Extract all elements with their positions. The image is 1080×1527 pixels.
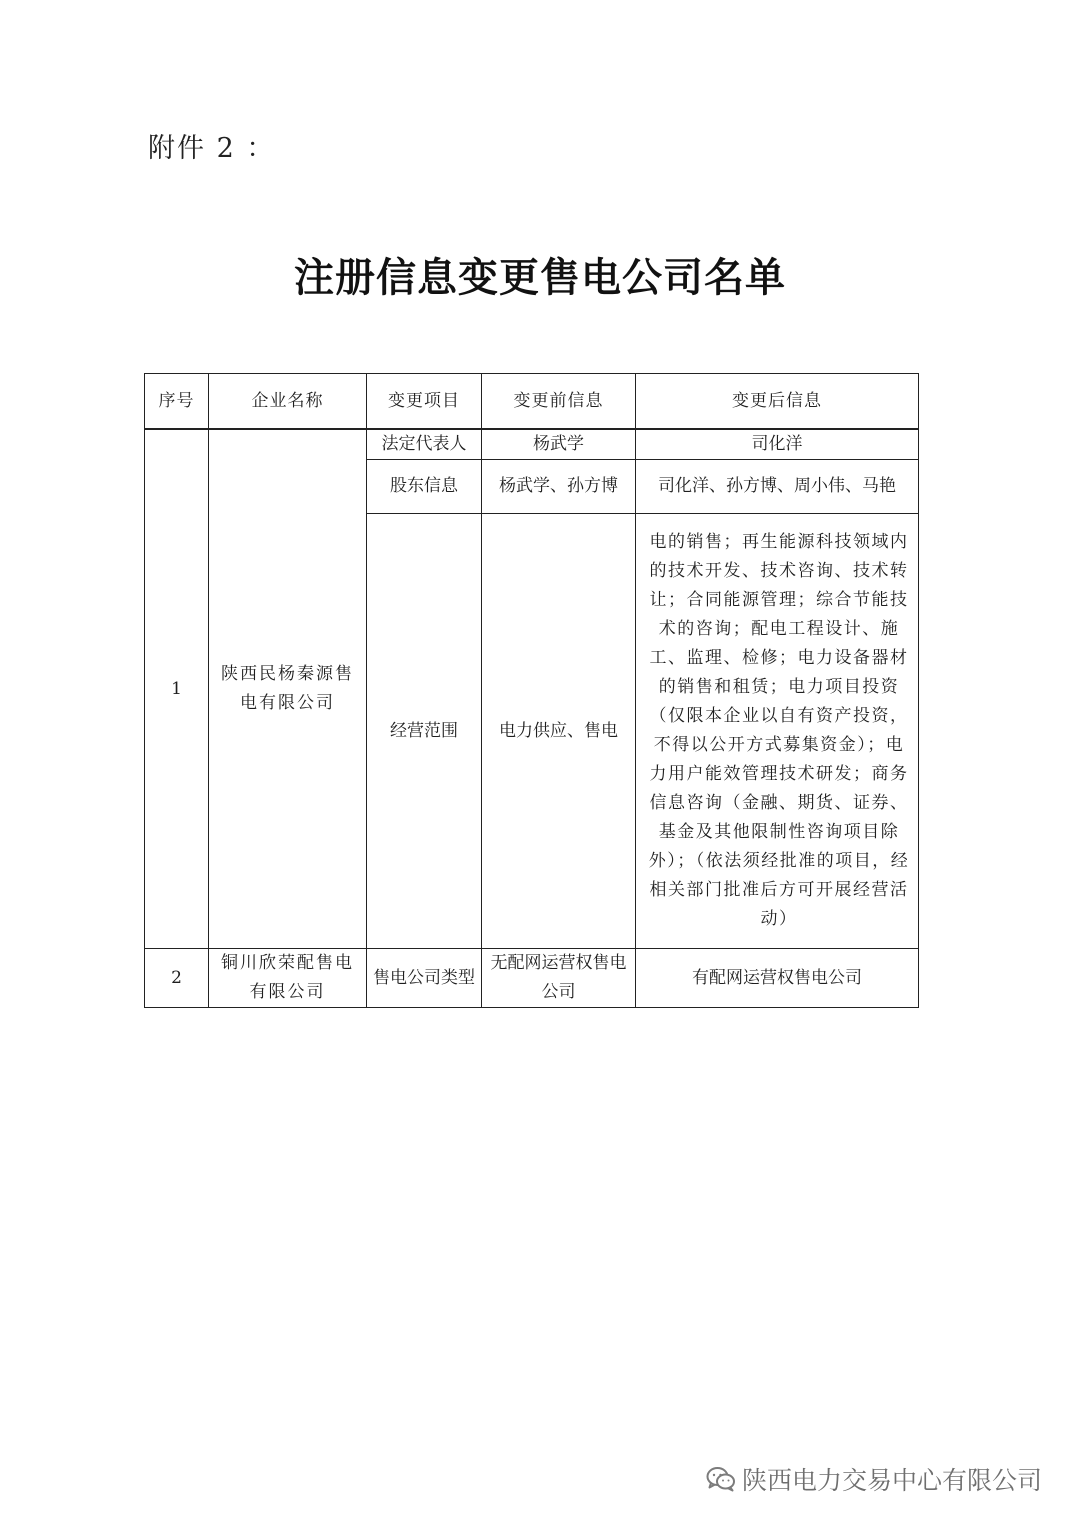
change-item: 法定代表人 <box>367 429 482 460</box>
wechat-icon <box>706 1466 736 1492</box>
header-company: 企业名称 <box>209 374 367 430</box>
table-row <box>145 949 919 1008</box>
change-list-table <box>144 373 919 1008</box>
change-before: 无配网运营权售电公司 <box>482 949 636 1008</box>
row-company: 陕西民杨秦源售电有限公司 <box>209 429 367 949</box>
change-after: 司化洋、孙方博、周小伟、马艳 <box>636 460 919 514</box>
table-header-row <box>145 374 919 430</box>
change-before: 杨武学、孙方博 <box>482 460 636 514</box>
header-change-item: 变更项目 <box>367 374 482 430</box>
row-index: 2 <box>145 949 209 1008</box>
change-after: 有配网运营权售电公司 <box>636 949 919 1008</box>
watermark-text: 陕西电力交易中心有限公司 <box>741 1466 1042 1495</box>
change-item: 经营范围 <box>367 514 482 949</box>
header-before: 变更前信息 <box>482 374 636 430</box>
page-title: 注册信息变更售电公司名单 <box>294 254 786 301</box>
watermark <box>706 1461 1042 1497</box>
header-after: 变更后信息 <box>636 374 919 430</box>
change-item: 售电公司类型 <box>367 949 482 1008</box>
change-before: 杨武学 <box>482 429 636 460</box>
row-company: 铜川欣荣配售电有限公司 <box>209 949 367 1008</box>
table-row <box>145 429 919 460</box>
change-after: 电的销售；再生能源科技领域内的技术开发、技术咨询、技术转让；合同能源管理；综合节能技术的咨询；配电工程设计、施工、监理、检修；电力设备器材的销售和租赁；电力项目投资（仅限本企业以自有资产投资，不得以公开方式募集资金）；电力用户能效管理技术研发；商务信息咨询（金融、期货、证券、基金及其他限制性咨询项目除外）；（依法须经批准的项目，经相关部门批准后方可开展经营活动） <box>636 514 919 949</box>
header-index: 序号 <box>145 374 209 430</box>
change-before: 电力供应、售电 <box>482 514 636 949</box>
row-index: 1 <box>145 429 209 949</box>
change-item: 股东信息 <box>367 460 482 514</box>
change-after: 司化洋 <box>636 429 919 460</box>
attachment-label: 附件 2 ： <box>148 133 276 164</box>
